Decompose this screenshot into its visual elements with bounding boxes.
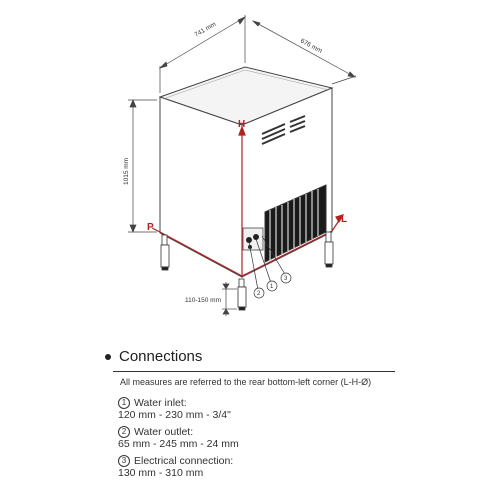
cabinet-left-face — [160, 97, 242, 277]
callout-number-1: 1 — [270, 284, 274, 290]
dimension-feet-line — [222, 282, 237, 316]
connection-item-water-inlet — [118, 397, 231, 421]
divider — [113, 371, 395, 372]
item-value: 65 mm - 245 mm - 24 mm — [118, 438, 239, 450]
dimension-height-line — [128, 100, 157, 232]
dimension-height: 1015 mm — [123, 157, 130, 185]
number-badge: 2 — [118, 426, 130, 438]
connections-section — [0, 345, 500, 500]
callout-number-2: 2 — [257, 291, 261, 297]
dimension-width: 741 mm — [193, 20, 218, 39]
item-title: Water outlet: — [134, 426, 194, 438]
connection-item-water-outlet — [118, 426, 239, 450]
number-badge: 1 — [118, 397, 130, 409]
connection-item-electrical — [118, 455, 233, 479]
number-badge: 3 — [118, 455, 130, 467]
section-heading — [105, 348, 202, 365]
item-title: Electrical connection: — [134, 455, 234, 467]
callout-number-3: 3 — [284, 276, 288, 282]
connection-panel — [243, 228, 263, 250]
item-value: 130 mm - 310 mm — [118, 467, 204, 479]
axis-label-h: H — [238, 119, 246, 130]
axis-label-l: L — [341, 214, 348, 225]
bullet-icon — [105, 354, 111, 360]
axis-label-p: P — [147, 222, 154, 233]
dimension-feet: 110-150 mm — [185, 297, 222, 304]
reference-note: All measures are referred to the rear bottom-left corner (L-H-Ø) — [120, 377, 372, 387]
item-title: Water inlet: — [134, 397, 187, 409]
dimension-depth: 676 mm — [299, 37, 324, 55]
section-title: Connections — [119, 348, 203, 365]
item-value: 120 mm - 230 mm - 3/4" — [118, 409, 231, 421]
